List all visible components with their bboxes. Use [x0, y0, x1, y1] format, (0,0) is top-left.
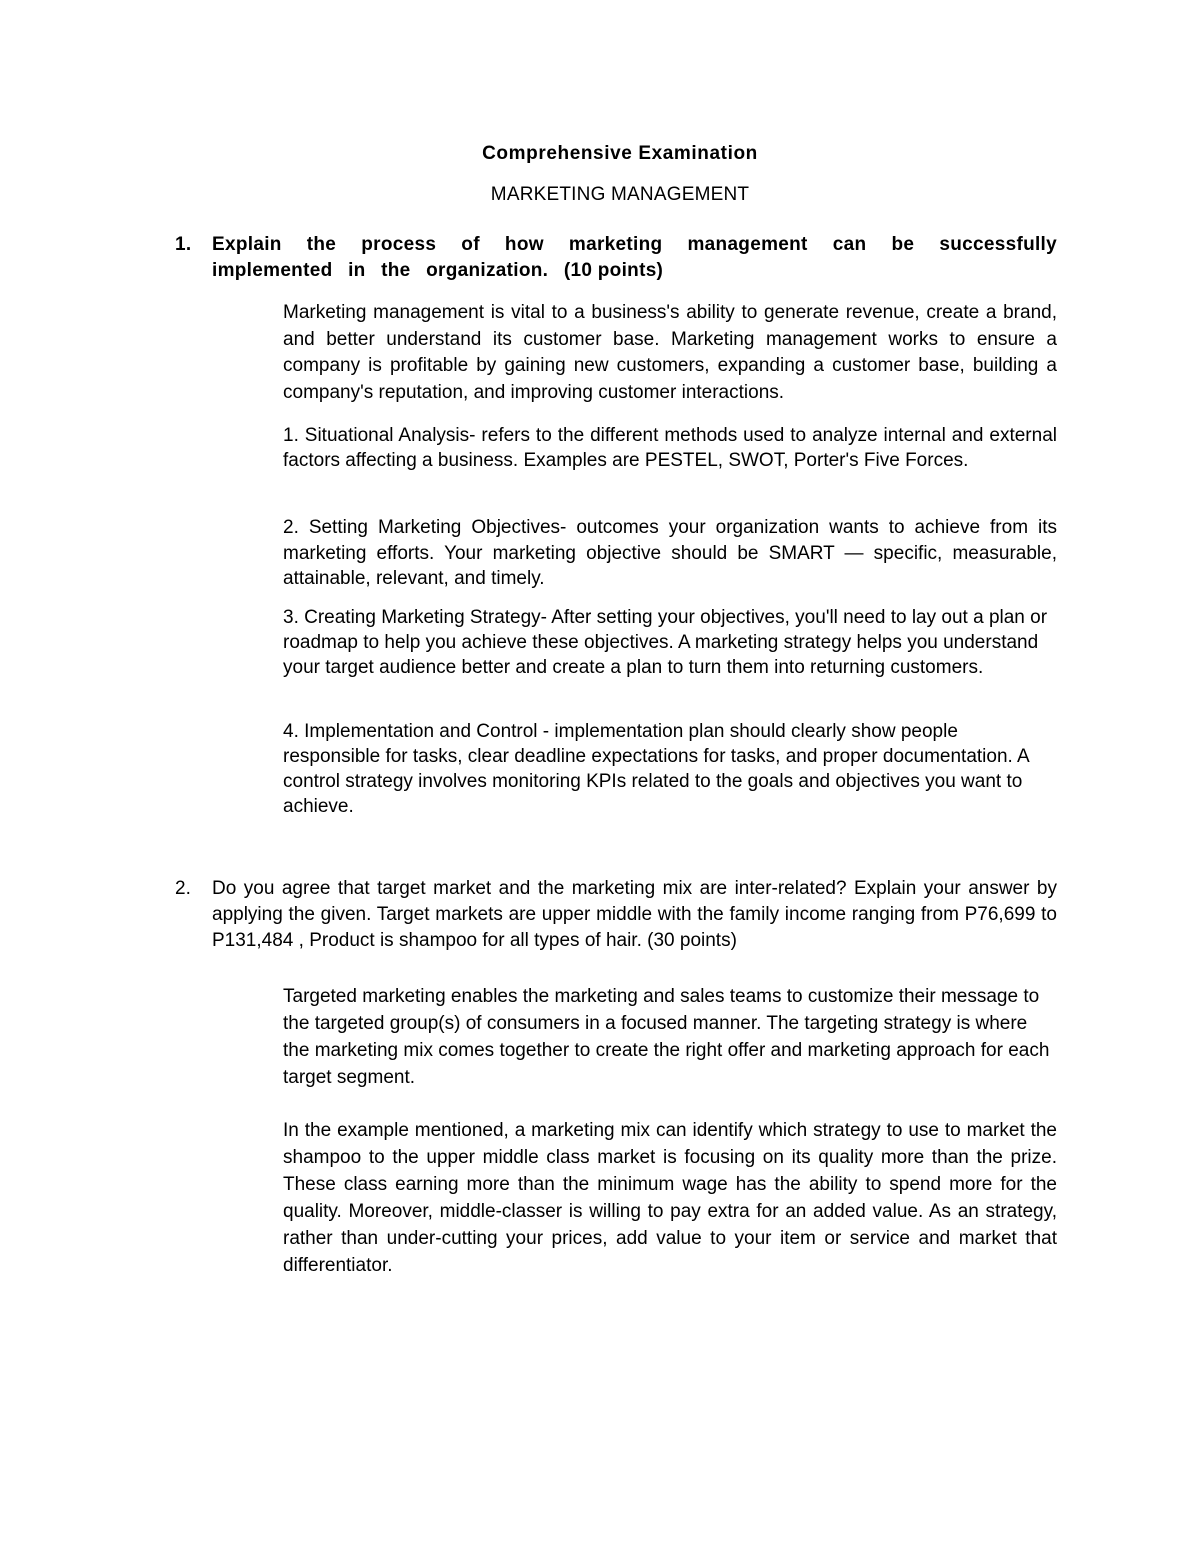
question-1 [175, 232, 1057, 284]
answer-1-intro: Marketing management is vital to a business's ability to generate revenue, create a brand, and better understand its customer base. Marketing management works to ensure a company is profitable by gaining new customers, expanding a customer base, building a company's reputation, and improving customer interactions. [283, 302, 1057, 403]
question-2 [175, 876, 1057, 954]
answer-1-step-2: 2. Setting Marketing Objectives- outcomes your organization wants to achieve from its marketing efforts. Your marketing objective should be SMART — specific, measurable, attainable, relevant, and timely. [283, 517, 1057, 589]
question-1-points: (10 points) [563, 260, 664, 281]
question-1-number: 1. [175, 234, 192, 255]
answer-2-paragraph-1: Targeted marketing enables the marketing and sales teams to customize their message to the targeted group(s) of consumers in a focused manner. The targeting strategy is where the marketing mix comes together to create the right offer and marketing approach for each target segment. [283, 986, 1050, 1088]
answer-1-step-3: 3. Creating Marketing Strategy- After setting your objectives, you'll need to lay out a plan or roadmap to help you achieve these objectives. A marketing strategy helps you understand your target audience better and create a plan to turn them into returning customers. [283, 607, 1048, 678]
question-2-text: Do you agree that target market and the marketing mix are inter-related? Explain your answer by applying the given. Target markets are upper middle with the family income ranging from P76,699 to P131,484 , Product is shampoo for all types of hair. (30 points) [212, 878, 1057, 951]
answer-1-step-4: 4. Implementation and Control - implementation plan should clearly show people responsible for tasks, clear deadline expectations for tasks, and proper documentation. A control strategy involves monitoring KPIs related to the goals and objectives you want to achieve. [283, 721, 1029, 817]
question-2-number: 2. [175, 878, 191, 899]
answer-2-paragraph-2: In the example mentioned, a marketing mix can identify which strategy to use to market the shampoo to the upper middle class market is focusing on its quality more than the prize. These class earning more than the minimum wage has the ability to spend more for the quality. Moreover, middle-classer is willing to pay extra for an added value. As an strategy, rather than under-cutting your prices, add value to your item or service and market that differentiator. [283, 1120, 1057, 1276]
question-1-main: Explain the process of how marketing management can be successfully implemented in the organization. [212, 234, 1057, 281]
document-title: Comprehensive Examination [482, 143, 758, 164]
question-1-text [212, 232, 1057, 284]
document-subject: MARKETING MANAGEMENT [490, 184, 750, 205]
answer-1-step-1: 1. Situational Analysis- refers to the different methods used to analyze internal and external factors affecting a business. Examples are PESTEL, SWOT, Porter's Five Forces. [283, 425, 1057, 471]
